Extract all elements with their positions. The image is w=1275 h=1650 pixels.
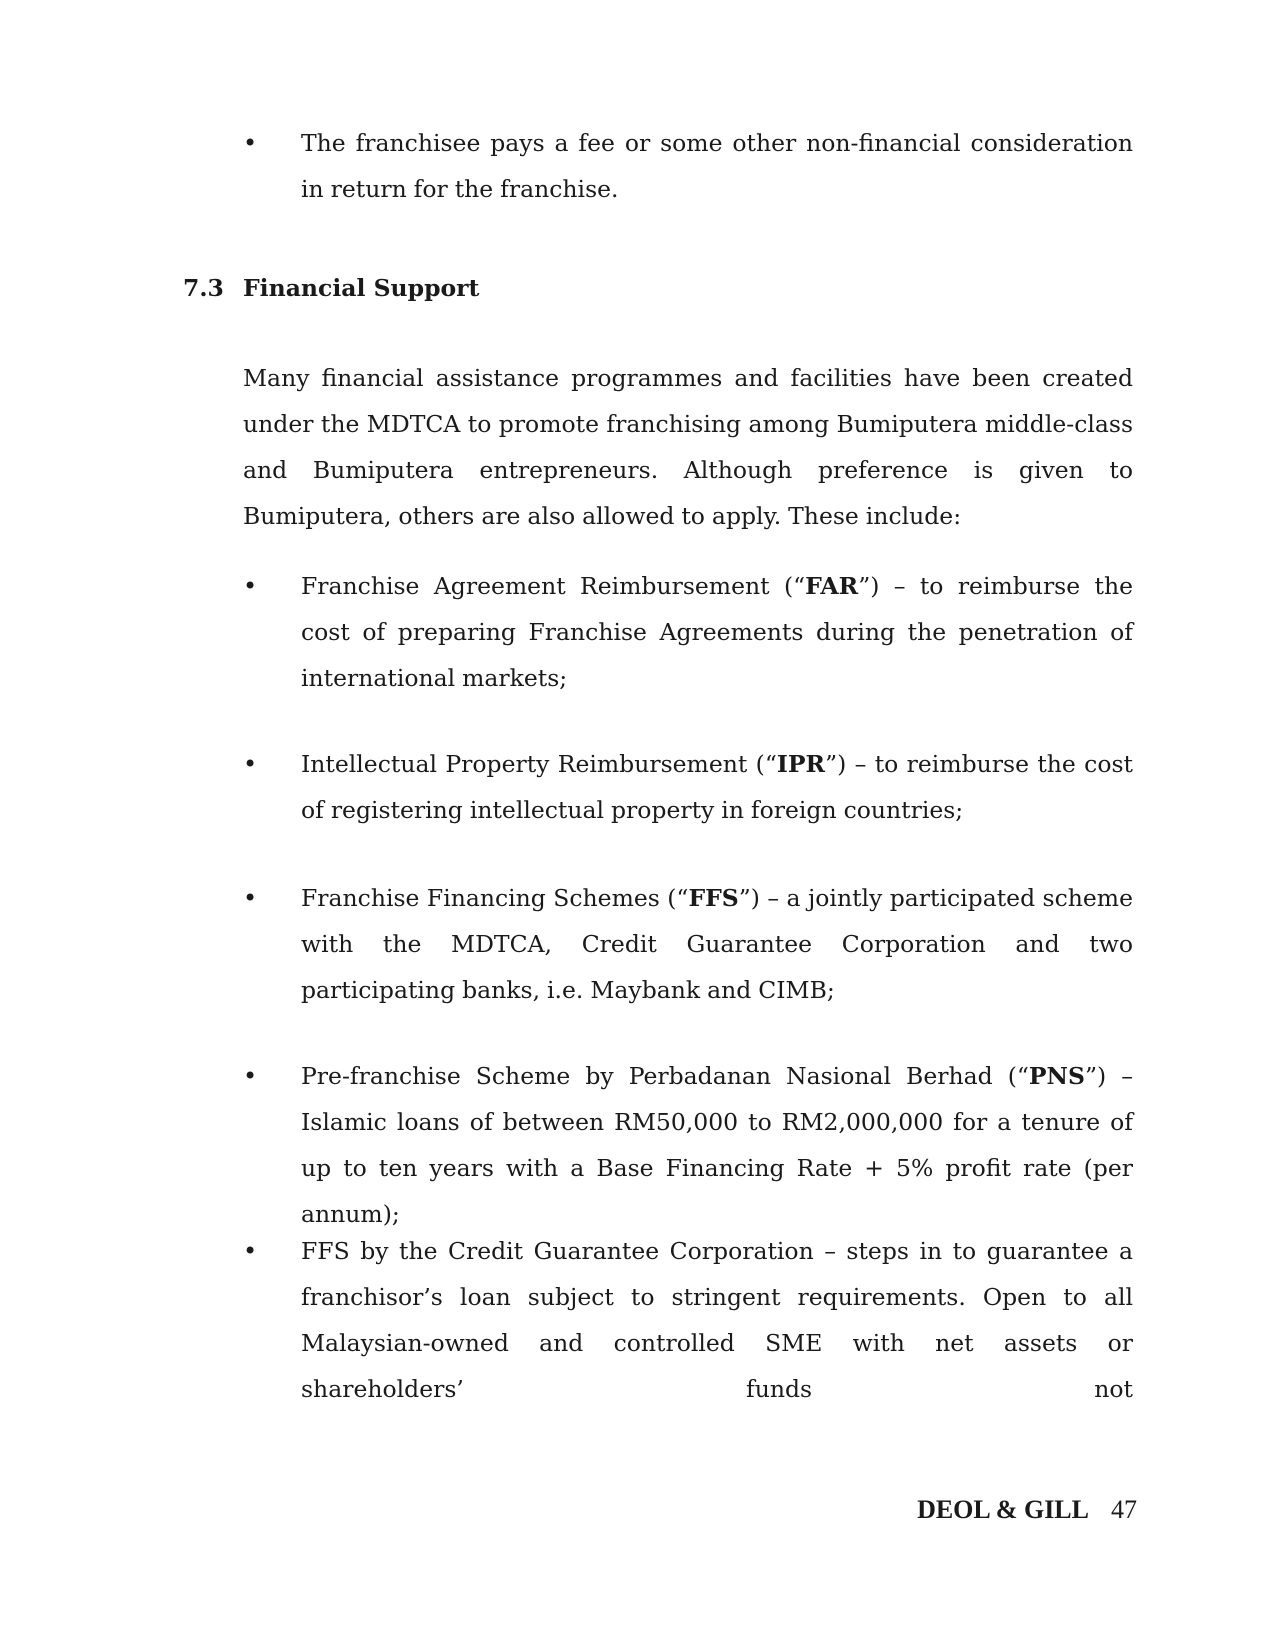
bullet-dot-icon: • — [243, 129, 258, 157]
bullet-dot-icon: • — [243, 1237, 258, 1265]
footer-brand: DEOL & GILL — [917, 1495, 1089, 1524]
acronym-far: FAR — [805, 572, 859, 600]
list-item-text: Franchise Agreement Reimbursement (“FAR”) – to reimburse the cost of preparing Franchise Agreements during the penetration of international markets; — [301, 572, 1133, 692]
list-item-text: FFS by the Credit Guarantee Corporation – steps in to guarantee a franchisor’s loan subject to stringent requirements. Open to all Malaysian-owned and controlled SME with net assets or shareholders’ funds not — [301, 1237, 1133, 1403]
list-item-text: Intellectual Property Reimbursement (“IPR”) – to reimburse the cost of registering intellectual property in foreign countries; — [301, 750, 1133, 824]
page-footer — [917, 1490, 1137, 1530]
intro-bullet-text: The franchisee pays a fee or some other non-financial consideration in return for the franchise. — [301, 129, 1133, 203]
page-number: 47 — [1111, 1495, 1137, 1524]
section-number: 7.3 — [183, 274, 224, 302]
list-item-text: Franchise Financing Schemes (“FFS”) – a jointly participated scheme with the MDTCA, Credit Guarantee Corporation and two participating banks, i.e. Maybank and CIMB; — [301, 884, 1133, 1004]
bullet-dot-icon: • — [243, 1062, 258, 1090]
bullet-dot-icon: • — [243, 750, 258, 778]
section-title: Financial Support — [243, 274, 480, 302]
acronym-ffs: FFS — [688, 884, 739, 912]
bullet-dot-icon: • — [243, 572, 258, 600]
acronym-ipr: IPR — [776, 750, 826, 778]
list-item-text: Pre-franchise Scheme by Perbadanan Nasional Berhad (“PNS”) – Islamic loans of between RM50,000 to RM2,000,000 for a tenure of up to ten years with a Base Financing Rate + 5% profit rate (per annum); — [301, 1062, 1133, 1228]
body-paragraph: Many financial assistance programmes and facilities have been created under the MDTCA to promote franchising among Bumiputera middle-class and Bumiputera entrepreneurs. Although preference is given to Bumiputera, others are also allowed to apply. These include: — [243, 364, 1133, 530]
acronym-pns: PNS — [1028, 1062, 1086, 1090]
bullet-dot-icon: • — [243, 884, 258, 912]
